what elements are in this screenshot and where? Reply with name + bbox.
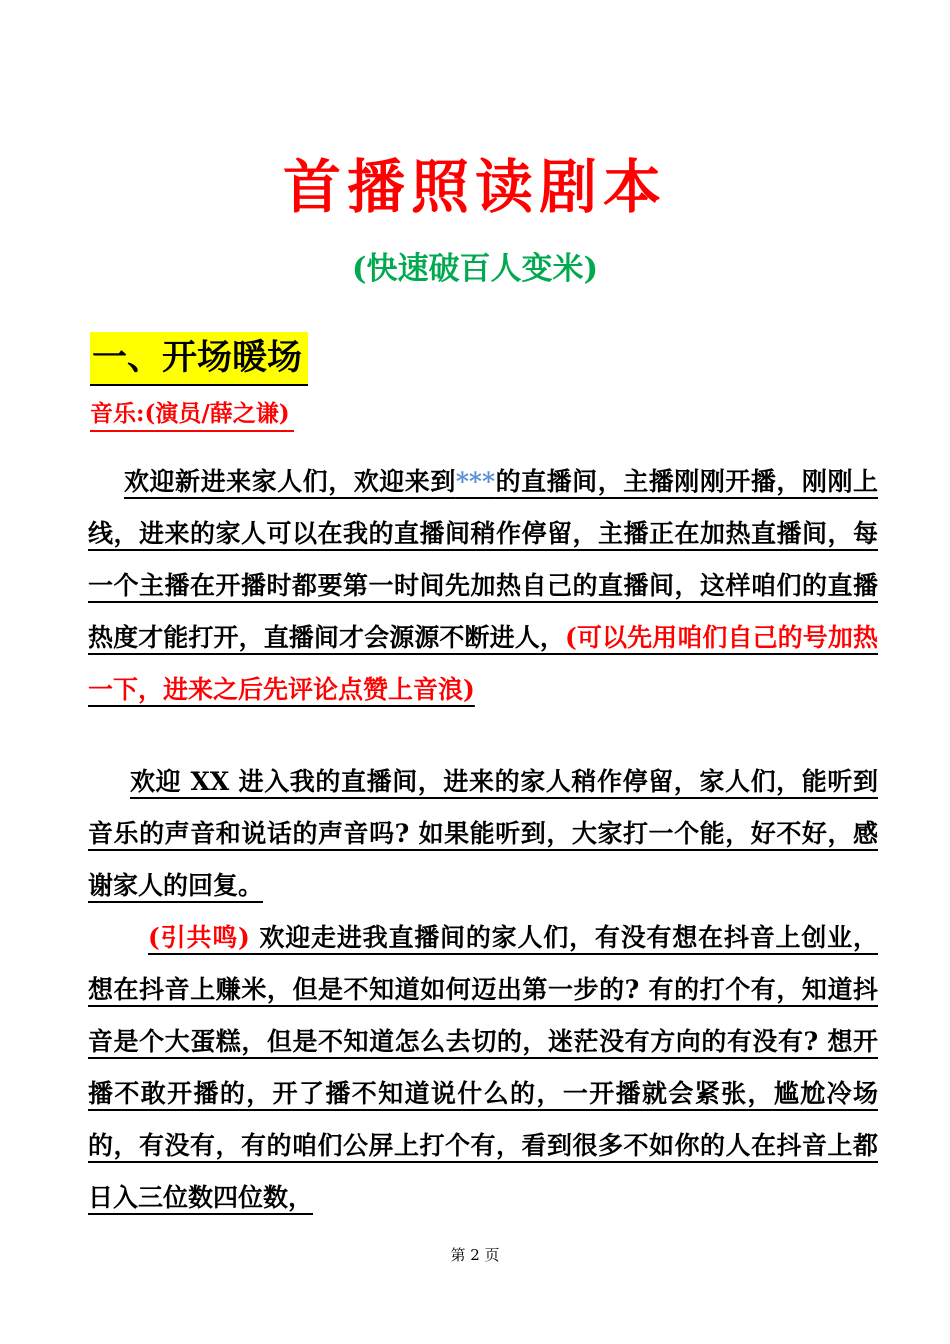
- document-subtitle: (快速破百人变米): [351, 251, 599, 287]
- paragraph-1: [88, 456, 878, 716]
- channel-placeholder: ***: [455, 467, 496, 496]
- music-line: 音乐:(演员/薛之谦): [90, 398, 294, 432]
- paragraph-3-text: 欢迎走进我直播间的家人们，有没有想在抖音上创业，想在抖音上赚米，但是不知道如何迈出第一步的? 有的打个有，知道抖音是个大蛋糕，但是不知道怎么去切的，迷茫没有方向的有没有? 想开播不敢开播的，开了播不知道说什么的，一开播就会紧张，尴尬冷场的，有没有，有的咱们公屏上打个有，看到很多不如你的人在抖音上都 日入三位数四位数，: [88, 923, 878, 1212]
- page-number: 第 2 页: [450, 1246, 500, 1264]
- paragraph-1-text-cont: 的直播间，主播刚刚开播，刚刚上线，进来的家人可以在我的直播间稍作停留，主播正在加热直播间，每一个主播在开播时都要第一时间先加热自己的直播间，这样咱们的直播热度才能打开，直播间才会源源不断进人，: [88, 467, 878, 652]
- paragraph-2: 欢迎 XX 进入我的直播间，进来的家人稍作停留，家人们，能听到音乐的声音和说话的声音吗? 如果能听到，大家打一个能，好不好，感谢家人的回复。: [88, 767, 878, 900]
- paragraph-1-text: 欢迎新进来家人们，欢迎来到: [124, 467, 456, 496]
- paragraph-3: [88, 912, 878, 1224]
- section-heading: 一、开场暖场: [90, 332, 308, 386]
- document-title: 首播照读剧本: [282, 153, 667, 221]
- resonance-tag: (引共鸣): [148, 923, 250, 952]
- paragraph-1-note: (可以先用咱们自己的号加热一下，进来之后先评论点赞上音浪): [88, 623, 878, 704]
